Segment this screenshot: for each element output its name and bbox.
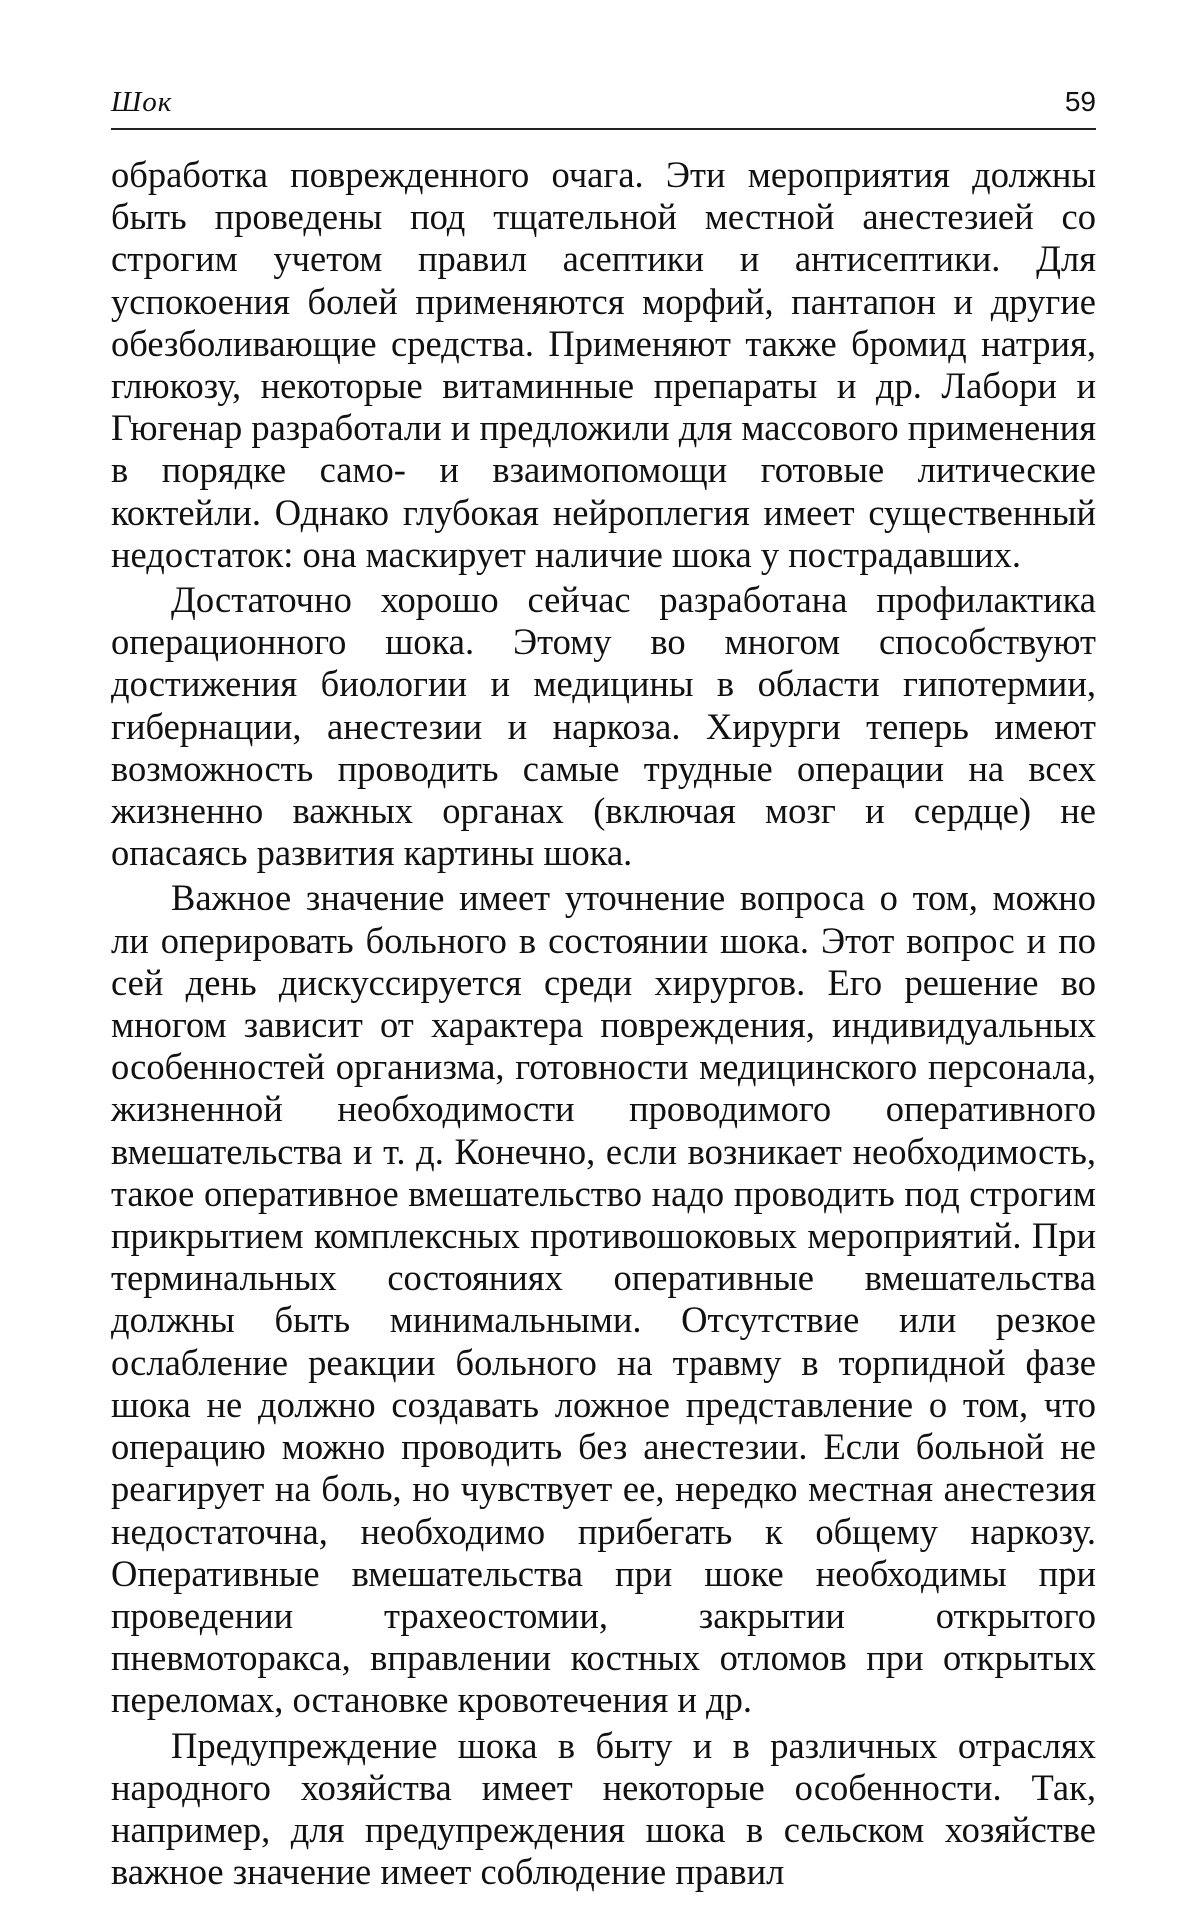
body-text — [111, 154, 1096, 1896]
header-rule — [111, 128, 1096, 130]
page-number: 59 — [1064, 86, 1096, 117]
running-title: Шок — [111, 86, 173, 118]
paragraph: обработка поврежденного очага. Эти мероприятия должны быть проведены под тщательной местной анестезией со строгим учетом правил асептики и антисептики. Для успокоения болей применяются морфий, пантапон и другие обезболивающие средства. Применяют также бромид натрия, глюкозу, некоторые витаминные препараты и др. Лабори и Гюгенар разработали и предложили для массового применения в порядке само- и взаимопомощи готовые литические коктейли. Однако глубокая нейроплегия имеет существенный недостаток: она маскирует наличие шока у пострадавших. — [111, 154, 1096, 575]
paragraph: Важное значение имеет уточнение вопроса о том, можно ли оперировать больного в состоянии шока. Этот вопрос и по сей день дискуссируется среди хирургов. Его решение во многом зависит от характера повреждения, индивидуальных особенностей организма, готовности медицинского персонала, жизненной необходимости проводимого оперативного вмешательства и т. д. Конечно, если возникает необходимость, такое оперативное вмешательство надо проводить под строгим прикрытием комплексных противошоковых мероприятий. При терминальных состояниях оперативные вмешательства должны быть минимальными. Отсутствие или резкое ослабление реакции больного на травму в торпидной фазе шока не должно создавать ложное представление о том, что операцию можно проводить без анестезии. Если больной не реагирует на боль, но чувствует ее, нередко местная анестезия недостаточна, необходимо прибегать к общему наркозу. Оперативные вмешательства при шоке необходимы при проведении трахеостомии, закрытии открытого пневмоторакса, вправлении костных отломов при открытых переломах, остановке кровотечения и др. — [111, 877, 1096, 1721]
running-header — [111, 80, 1096, 124]
book-page — [111, 0, 1096, 1929]
paragraph: Достаточно хорошо сейчас разработана профилактика операционного шока. Этому во многом способствуют достижения биологии и медицины в области гипотермии, гибернации, анестезии и наркоза. Хирурги теперь имеют возможность проводить самые трудные операции на всех жизненно важных органах (включая мозг и сердце) не опасаясь развития картины шока. — [111, 579, 1096, 874]
paragraph: Предупреждение шока в быту и в различных отраслях народного хозяйства имеет некоторые особенности. Так, например, для предупреждения шока в сельском хозяйстве важное значение имеет соблюдение правил — [111, 1724, 1096, 1893]
